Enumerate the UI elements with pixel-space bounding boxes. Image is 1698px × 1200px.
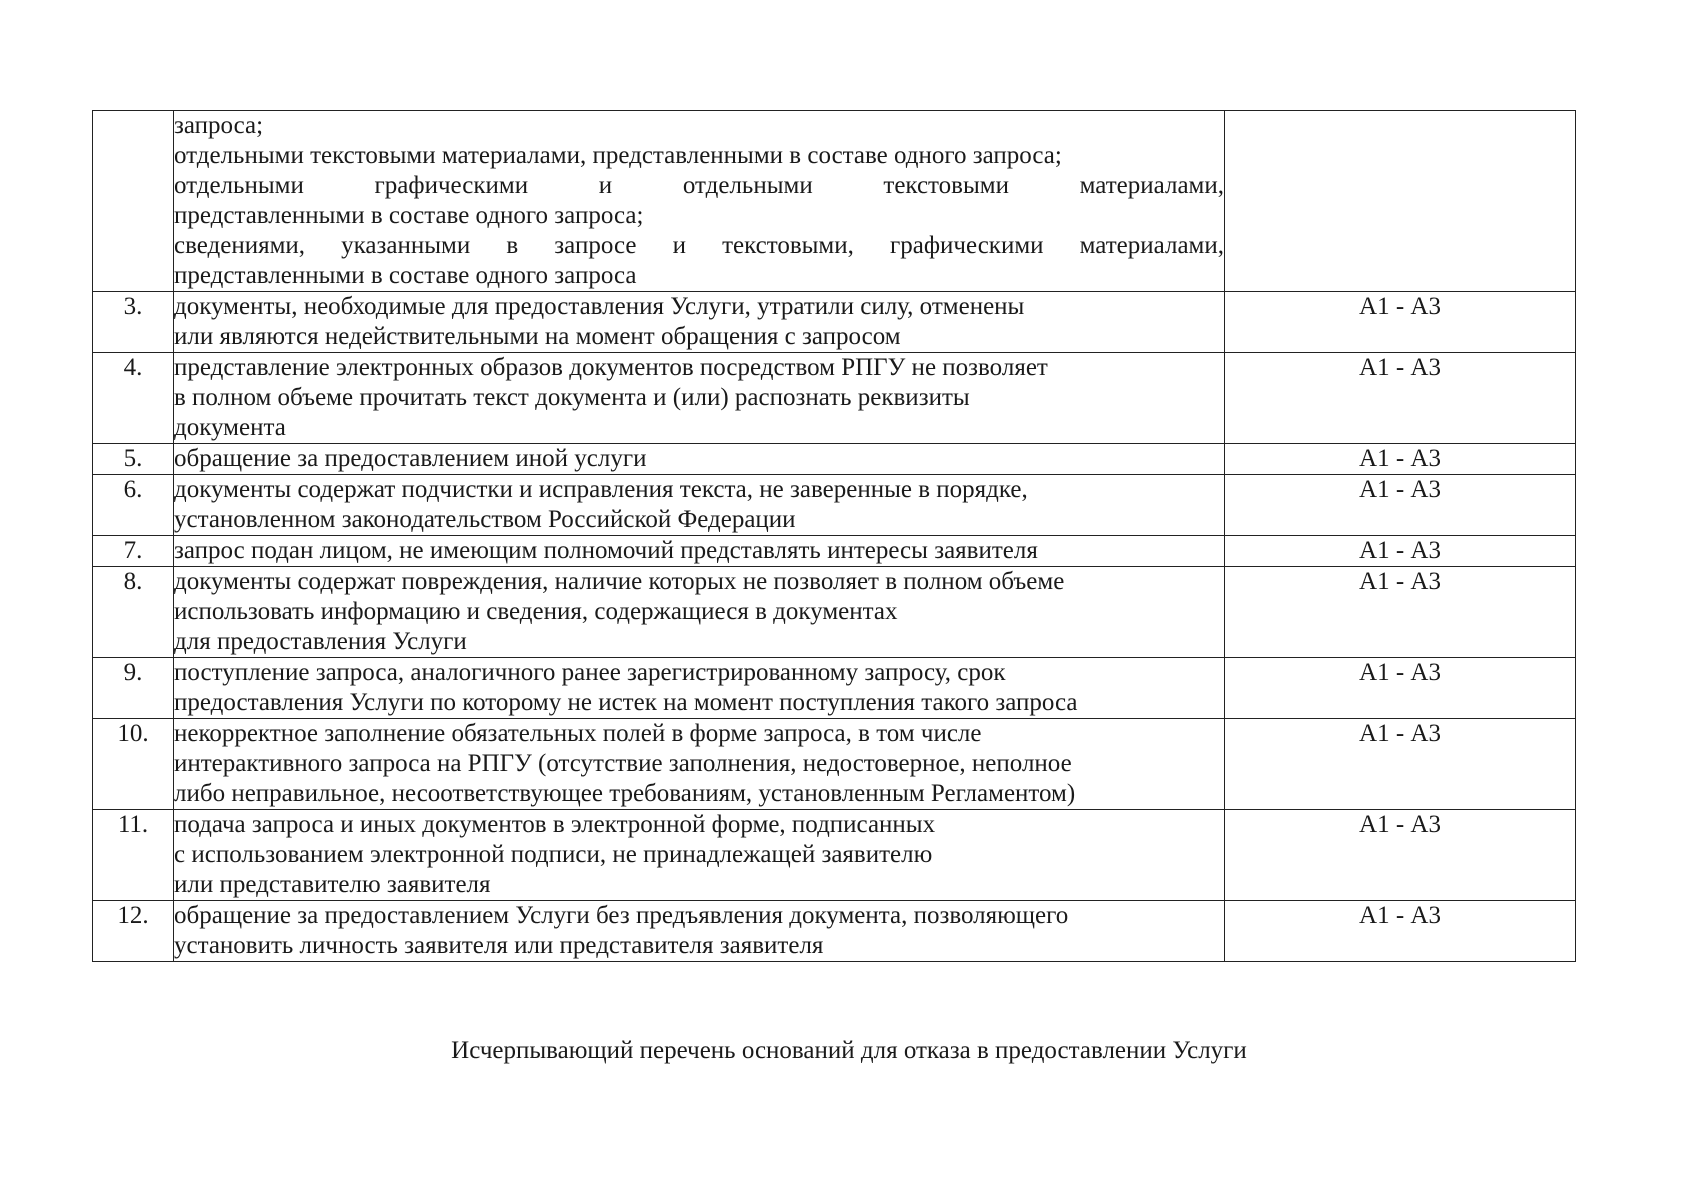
text-line: для предоставления Услуги [174,628,467,655]
row-number: 10. [93,719,174,810]
row-code: А1 - А3 [1225,292,1576,353]
text-line: предоставления Услуги по которому не истек на момент поступления такого запроса [174,689,1078,716]
text-line: интерактивного запроса на РПГУ (отсутствие заполнения, недостоверное, неполное [174,750,1072,777]
row-code: А1 - А3 [1225,719,1576,810]
text-line: установить личность заявителя или представителя заявителя [174,932,824,959]
row-number: 7. [93,536,174,567]
text-line: сведениями, указанными в запросе и текстовыми, графическими материалами, [174,232,1224,259]
text-line: использовать информацию и сведения, содержащиеся в документах [174,598,898,625]
row-text [174,719,1225,810]
row-number: 12. [93,901,174,962]
row-text [174,111,1225,292]
row-number [93,111,174,292]
text-line: поступление запроса, аналогичного ранее зарегистрированному запросу, срок [174,659,1006,686]
row-text [174,901,1225,962]
row-code: А1 - А3 [1225,536,1576,567]
text-line: с использованием электронной подписи, не принадлежащей заявителю [174,841,933,868]
text-line: подача запроса и иных документов в электронной форме, подписанных [174,811,936,838]
text-line: обращение за предоставлением иной услуги [174,445,647,472]
row-text [174,444,1225,475]
row-text [174,536,1225,567]
text-line: запрос подан лицом, не имеющим полномочий представлять интересы заявителя [174,537,1038,564]
row-code: А1 - А3 [1225,475,1576,536]
row-code: А1 - А3 [1225,444,1576,475]
text-line: отдельными текстовыми материалами, представленными в составе одного запроса; [174,142,1062,169]
text-line: представленными в составе одного запроса; [174,202,644,229]
text-line: в полном объеме прочитать текст документа и (или) распознать реквизиты [174,384,970,411]
row-code: А1 - А3 [1225,901,1576,962]
table-row [93,810,1576,901]
text-line: документы содержат подчистки и исправления текста, не заверенные в порядке, [174,476,1028,503]
table-row [93,536,1576,567]
row-number: 8. [93,567,174,658]
text-line: некорректное заполнение обязательных полей в форме запроса, в том числе [174,720,982,747]
text-line: отдельными графическими и отдельными текстовыми материалами, [174,172,1224,199]
row-code: А1 - А3 [1225,567,1576,658]
row-text [174,292,1225,353]
row-text [174,567,1225,658]
table-row [93,111,1576,292]
row-code: А1 - А3 [1225,810,1576,901]
text-line: установленном законодательством Российской Федерации [174,506,796,533]
text-line: представленными в составе одного запроса [174,262,637,289]
text-line: представление электронных образов документов посредством РПГУ не позволяет [174,354,1048,381]
row-text [174,475,1225,536]
table-row [93,292,1576,353]
grounds-table [92,110,1576,962]
text-line: запроса; [174,112,264,139]
text-line: документы содержат повреждения, наличие которых не позволяет в полном объеме [174,568,1065,595]
row-number: 6. [93,475,174,536]
table-row [93,444,1576,475]
caption: Исчерпывающий перечень оснований для отказа в предоставлении Услуги [451,1037,1247,1064]
table-row [93,475,1576,536]
table-row [93,353,1576,444]
text-line: или являются недействительными на момент обращения с запросом [174,323,901,350]
row-number: 3. [93,292,174,353]
table-body [93,111,1576,962]
table-row [93,719,1576,810]
row-text [174,353,1225,444]
row-number: 4. [93,353,174,444]
row-code [1225,111,1576,292]
row-text [174,810,1225,901]
text-line: документа [174,414,286,441]
row-code: А1 - А3 [1225,658,1576,719]
table-row [93,567,1576,658]
text-line: документы, необходимые для предоставления Услуги, утратили силу, отменены [174,293,1025,320]
table-row [93,901,1576,962]
row-number: 5. [93,444,174,475]
table-row [93,658,1576,719]
text-line: либо неправильное, несоответствующее требованиям, установленным Регламентом) [174,780,1076,807]
text-line: обращение за предоставлением Услуги без предъявления документа, позволяющего [174,902,1069,929]
row-code: А1 - А3 [1225,353,1576,444]
row-number: 9. [93,658,174,719]
text-line: или представителю заявителя [174,871,491,898]
row-number: 11. [93,810,174,901]
row-text [174,658,1225,719]
